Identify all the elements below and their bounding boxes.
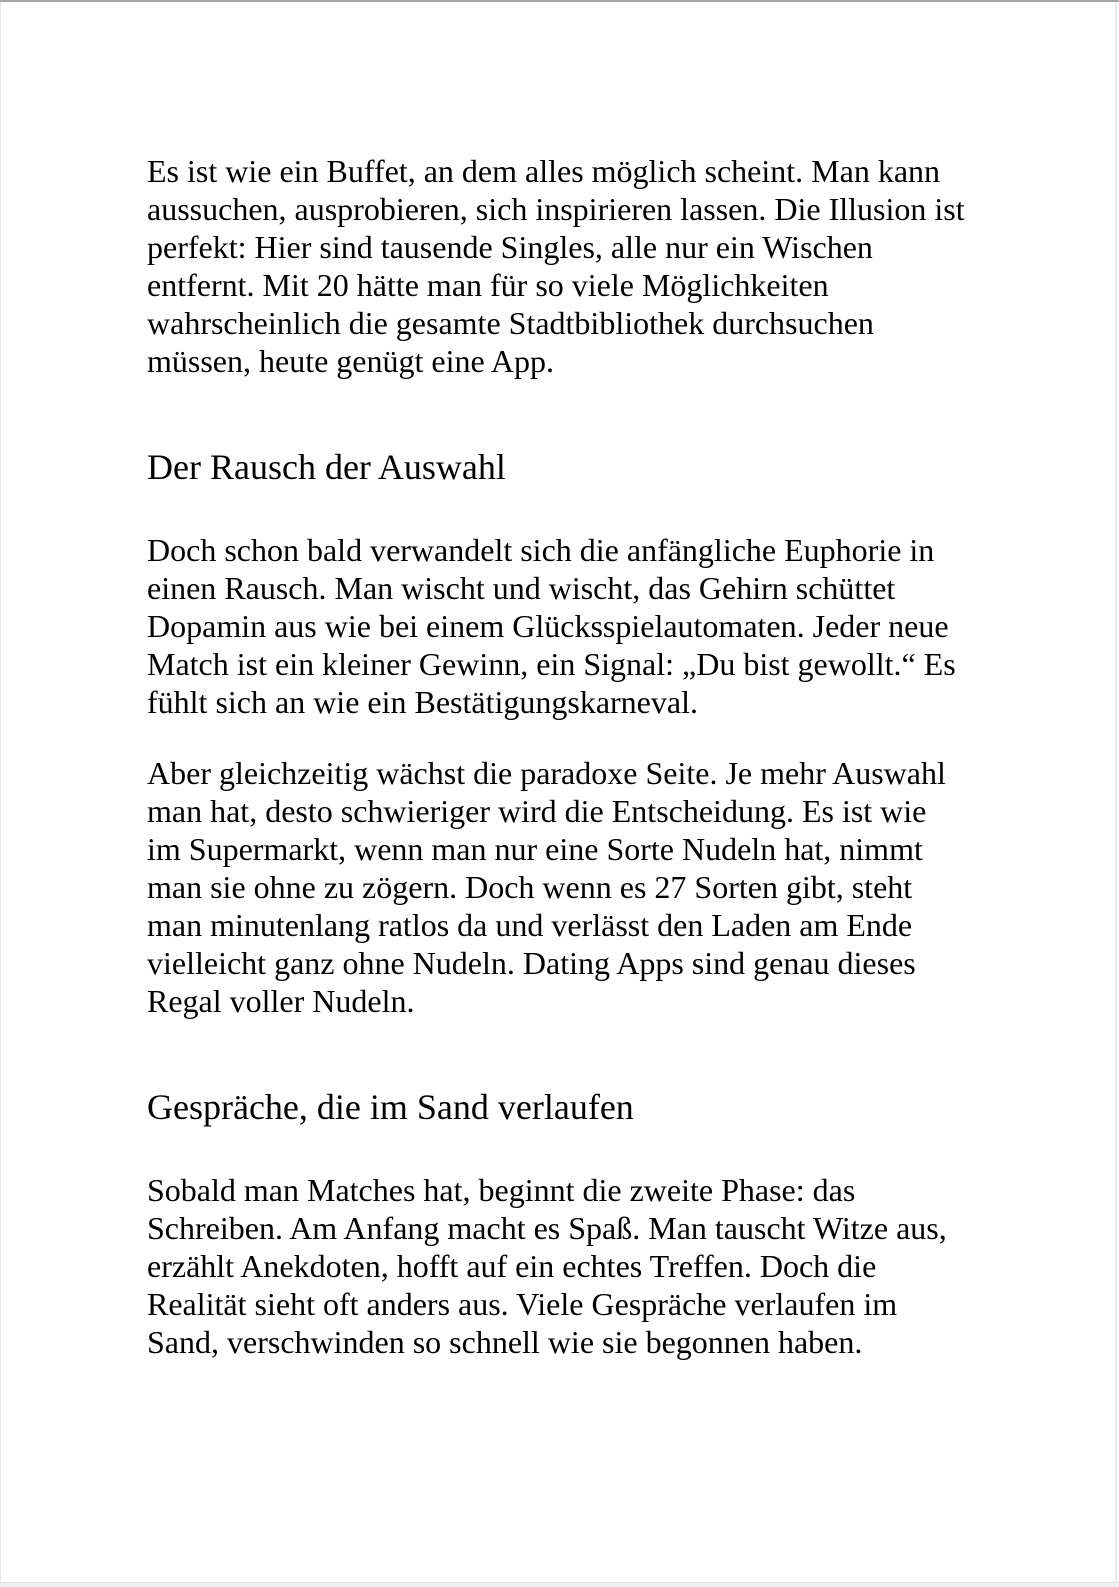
text-line: Regal voller Nudeln. bbox=[147, 983, 415, 1019]
text-line: Es ist wie ein Buffet, an dem alles möglich scheint. Man kann bbox=[147, 153, 941, 189]
text-line: Dopamin aus wie bei einem Glücksspielautomaten. Jeder neue bbox=[147, 608, 949, 644]
text-line: vielleicht ganz ohne Nudeln. Dating Apps sind genau dieses bbox=[147, 945, 916, 981]
page-bottom-edge bbox=[0, 1582, 1119, 1587]
text-line: Sobald man Matches hat, beginnt die zweite Phase: das bbox=[147, 1172, 856, 1208]
text-line: Sand, verschwinden so schnell wie sie begonnen haben. bbox=[147, 1324, 863, 1360]
text-line: Match ist ein kleiner Gewinn, ein Signal: „Du bist gewollt.“ Es bbox=[147, 646, 956, 682]
text-line: erzählt Anekdoten, hofft auf ein echtes Treffen. Doch die bbox=[147, 1248, 877, 1284]
text-line: Realität sieht oft anders aus. Viele Gespräche verlaufen im bbox=[147, 1286, 898, 1322]
paragraph bbox=[147, 1171, 1047, 1361]
text-line: müssen, heute genügt eine App. bbox=[147, 343, 555, 379]
text-line: wahrscheinlich die gesamte Stadtbibliothek durchsuchen bbox=[147, 305, 874, 341]
text-line: Schreiben. Am Anfang macht es Spaß. Man tauscht Witze aus, bbox=[147, 1210, 947, 1246]
text-line: man minutenlang ratlos da und verlässt den Laden am Ende bbox=[147, 907, 913, 943]
text-line: Doch schon bald verwandelt sich die anfängliche Euphorie in bbox=[147, 532, 935, 568]
text-line: entfernt. Mit 20 hätte man für so viele Möglichkeiten bbox=[147, 267, 829, 303]
text-line: im Supermarkt, wenn man nur eine Sorte Nudeln hat, nimmt bbox=[147, 831, 923, 867]
paragraph bbox=[147, 152, 1047, 380]
text-line: man sie ohne zu zögern. Doch wenn es 27 Sorten gibt, steht bbox=[147, 869, 913, 905]
text-line: perfekt: Hier sind tausende Singles, alle nur ein Wischen bbox=[147, 229, 873, 265]
text-line: aussuchen, ausprobieren, sich inspirieren lassen. Die Illusion ist bbox=[147, 191, 965, 227]
text-line: fühlt sich an wie ein Bestätigungskarneval. bbox=[147, 684, 698, 720]
page-right-border bbox=[1115, 2, 1117, 1582]
section-heading: Der Rausch der Auswahl bbox=[147, 447, 506, 487]
paragraph bbox=[147, 531, 1047, 721]
text-line: man hat, desto schwieriger wird die Entscheidung. Es ist wie bbox=[147, 793, 927, 829]
section-heading: Gespräche, die im Sand verlaufen bbox=[147, 1087, 634, 1127]
text-line: einen Rausch. Man wischt und wischt, das Gehirn schüttet bbox=[147, 570, 896, 606]
paragraph bbox=[147, 754, 1047, 1020]
text-line: Aber gleichzeitig wächst die paradoxe Seite. Je mehr Auswahl bbox=[147, 755, 946, 791]
